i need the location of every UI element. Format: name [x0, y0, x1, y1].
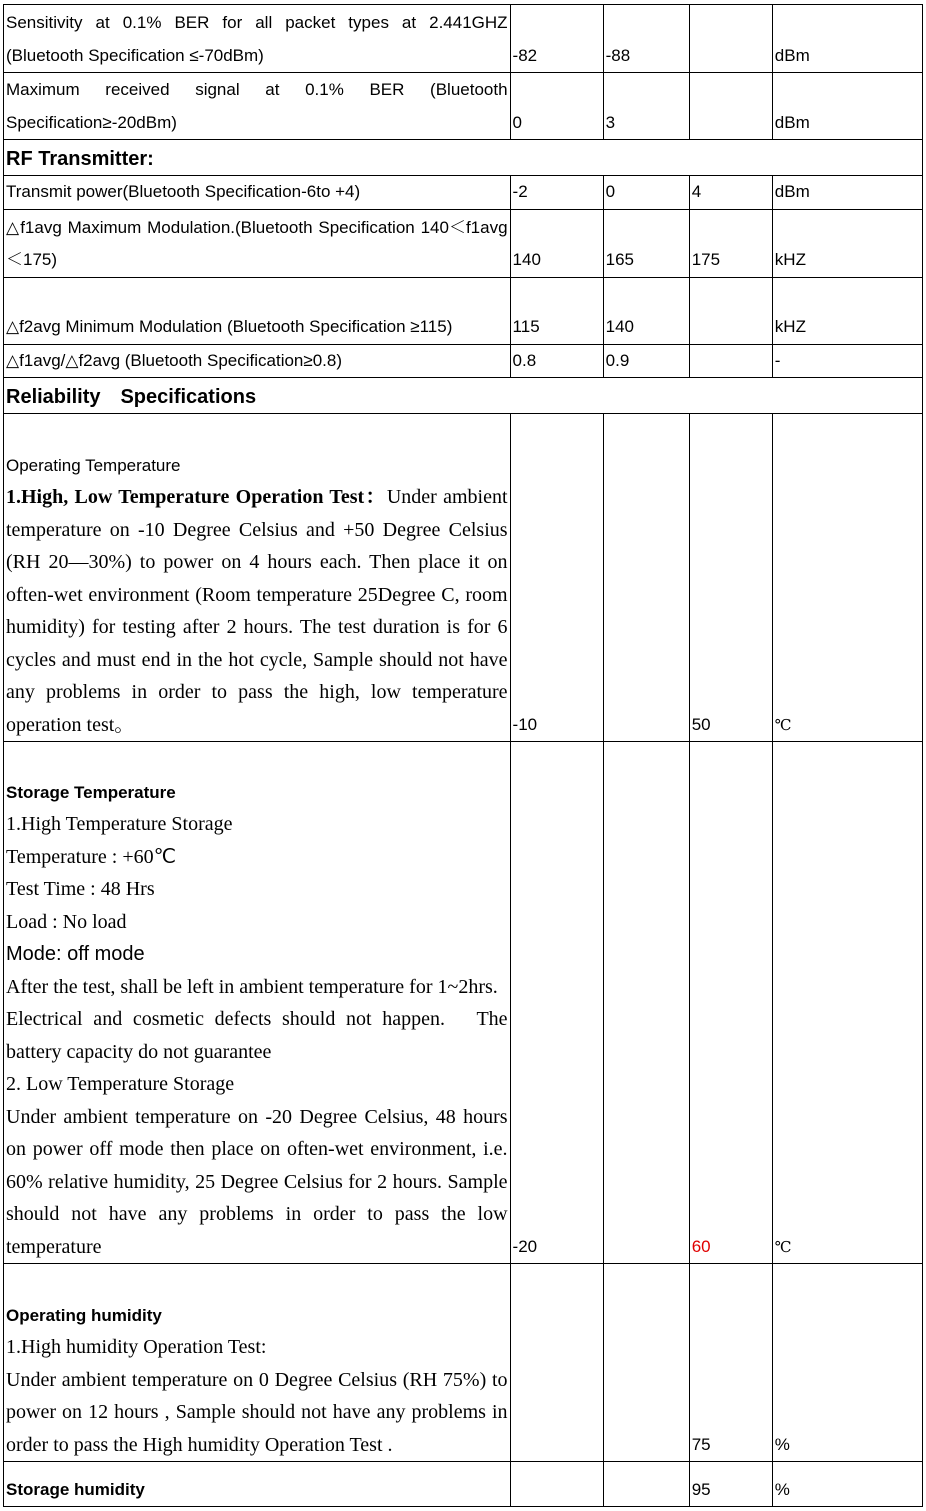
typ-value: 0.9 — [603, 344, 689, 378]
min-value: 115 — [510, 277, 603, 344]
min-value: 0 — [510, 73, 603, 140]
typ-value: -88 — [603, 5, 689, 73]
unit-value: dBm — [772, 5, 922, 73]
mode-line: Mode: off mode — [6, 943, 145, 965]
typ-value: 3 — [603, 73, 689, 140]
operating-temperature-description — [4, 414, 511, 742]
param-description: Maximum received signal at 0.1% BER (Bluetooth Specification≥-20dBm) — [4, 73, 511, 140]
storage-temperature-description — [4, 742, 511, 1264]
table-row — [4, 5, 923, 73]
unit-value: ℃ — [772, 742, 922, 1264]
unit-value: kHZ — [772, 277, 922, 344]
typ-value: 140 — [603, 277, 689, 344]
section-row — [4, 140, 923, 176]
section-title-rf-transmitter: RF Transmitter: — [4, 140, 923, 176]
max-value — [689, 5, 772, 73]
min-value — [510, 1462, 603, 1507]
unit-value: ℃ — [772, 414, 922, 742]
spec-table — [3, 4, 923, 1507]
test-body: Under ambient temperature on -10 Degree Celsius and +50 Degree Celsius (RH 20—30%) to power on 4 hours each. Then place it on often-wet environment (Room temperature 25Degree C, room humidity) for testing after 2 hours. The test duration is for 6 cycles and must end in the hot cycle, Sample should not have any problems in order to pass the high, low temperature operation test。 — [6, 486, 508, 736]
table-row — [4, 73, 923, 140]
typ-value: 165 — [603, 209, 689, 277]
min-value: -10 — [510, 414, 603, 742]
table-row — [4, 1462, 923, 1507]
after-test-text: After the test, shall be left in ambient temperature for 1~2hrs. — [6, 975, 498, 998]
unit-value: dBm — [772, 73, 922, 140]
max-value — [689, 73, 772, 140]
param-description: Sensitivity at 0.1% BER for all packet types at 2.441GHZ (Bluetooth Specification ≤-70dBm) — [4, 5, 511, 73]
low-storage-title: 2. Low Temperature Storage — [6, 1073, 235, 1095]
test-title: 1.High humidity Operation Test: — [6, 1336, 267, 1358]
max-value: 60 — [689, 742, 772, 1264]
param-description: Transmit power(Bluetooth Specification-6to +4) — [4, 176, 511, 210]
max-value — [689, 344, 772, 378]
min-value: -20 — [510, 742, 603, 1264]
max-value: 50 — [689, 414, 772, 742]
unit-value: - — [772, 344, 922, 378]
row-heading: Storage Temperature — [6, 783, 176, 802]
max-value: 175 — [689, 209, 772, 277]
low-storage-body: Under ambient temperature on -20 Degree Celsius, 48 hours on power off mode then place on often-wet environment, i.e. 60% relative humidity, 25 Degree Celsius for 2 hours. Sample should not have any problems in order to pass the low temperature — [6, 1105, 508, 1258]
table-row — [4, 414, 923, 742]
table-row — [4, 176, 923, 210]
typ-value — [603, 742, 689, 1264]
typ-value: 0 — [603, 176, 689, 210]
min-value: 140 — [510, 209, 603, 277]
test-title: 1.High, Low Temperature Operation Test： — [6, 486, 387, 508]
test-time-line: Test Time : 48 Hrs — [6, 878, 155, 900]
temperature-line: Temperature : +60℃ — [6, 845, 177, 868]
min-value: -82 — [510, 5, 603, 73]
table-row — [4, 742, 923, 1264]
param-description: △f2avg Minimum Modulation (Bluetooth Specification ≥115) — [4, 277, 511, 344]
param-description: △f1avg/△f2avg (Bluetooth Specification≥0.8) — [4, 344, 511, 378]
unit-value: kHZ — [772, 209, 922, 277]
unit-value: % — [772, 1462, 922, 1507]
table-row — [4, 277, 923, 344]
row-heading: Operating humidity — [6, 1306, 162, 1325]
storage-humidity-label: Storage humidity — [4, 1462, 511, 1507]
section-title-reliability: Reliability Specifications — [4, 378, 923, 414]
row-heading: Operating Temperature — [6, 456, 181, 475]
load-line: Load : No load — [6, 910, 127, 933]
typ-value — [603, 1462, 689, 1507]
typ-value — [603, 1264, 689, 1462]
min-value — [510, 1264, 603, 1462]
section-row — [4, 378, 923, 414]
max-value: 75 — [689, 1264, 772, 1462]
unit-value: dBm — [772, 176, 922, 210]
max-value: 4 — [689, 176, 772, 210]
min-value: -2 — [510, 176, 603, 210]
table-row — [4, 209, 923, 277]
param-description: △f1avg Maximum Modulation.(Bluetooth Specification 140＜f1avg＜175) — [4, 209, 511, 277]
typ-value — [603, 414, 689, 742]
unit-value: % — [772, 1264, 922, 1462]
min-value: 0.8 — [510, 344, 603, 378]
table-row — [4, 344, 923, 378]
max-value: 95 — [689, 1462, 772, 1507]
defects-text: Electrical and cosmetic defects should not happen. The battery capacity do not guarantee — [6, 1008, 508, 1063]
max-value — [689, 277, 772, 344]
test-paragraph — [6, 481, 508, 741]
table-row — [4, 1264, 923, 1462]
high-storage-title: 1.High Temperature Storage — [6, 813, 233, 835]
test-body: Under ambient temperature on 0 Degree Celsius (RH 75%) to power on 12 hours , Sample should not have any problems in order to pass the High humidity Operation Test . — [6, 1368, 508, 1456]
operating-humidity-description — [4, 1264, 511, 1462]
